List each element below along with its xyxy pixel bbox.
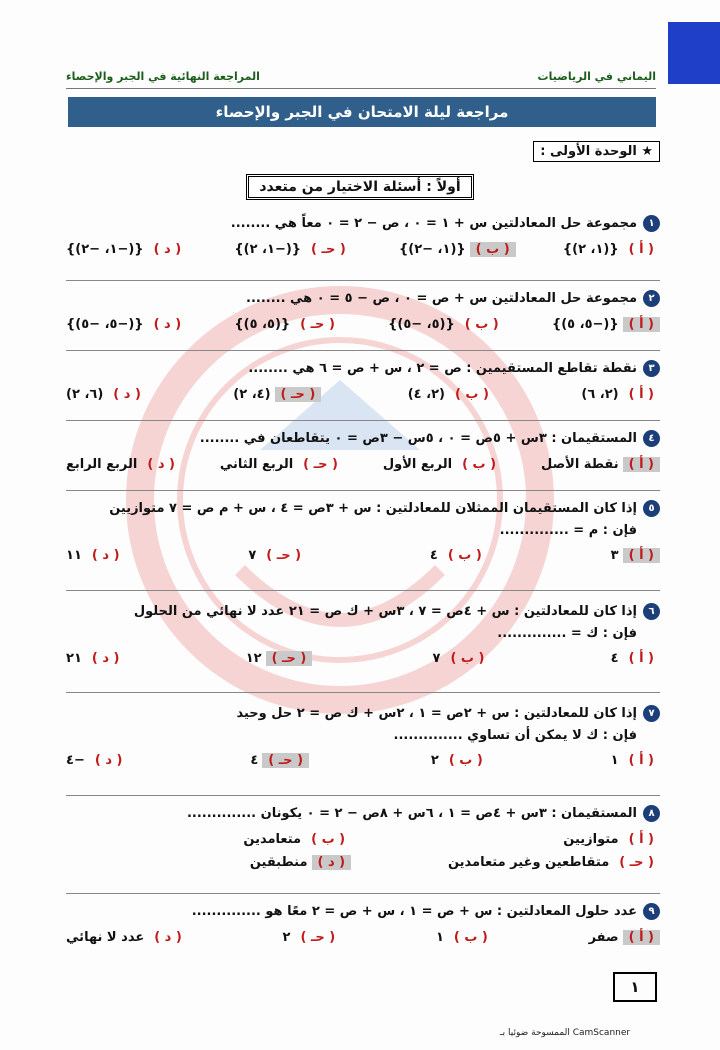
answer-option[interactable] xyxy=(66,855,351,870)
option-letter: ( ب ) xyxy=(453,930,488,945)
option-letter: ( أ ) xyxy=(623,457,660,472)
question-stem xyxy=(66,705,660,722)
question-stem xyxy=(66,805,660,822)
option-value: (٢، ٦) xyxy=(581,387,619,402)
question-text: المستقيمان : ٣س + ٥ص = ٠ ، ٥س − ٣ص = ٠ يتقاطعان في ........ xyxy=(199,431,637,446)
option-value: ٤ xyxy=(250,753,259,768)
options-row xyxy=(66,457,660,472)
question-line2: فإن : ك = .............. xyxy=(497,626,637,641)
options-row xyxy=(66,651,660,666)
question-stem xyxy=(66,430,660,447)
option-letter: ( د ) xyxy=(312,855,352,870)
option-value: نقطة الأصل xyxy=(540,457,619,472)
question-text: إذا كان للمعادلتين : س + ٤ص = ٧ ، ٣س + ك ص = ٢١ عدد لا نهائي من الحلول xyxy=(133,604,637,619)
option-value: −٤ xyxy=(66,753,85,768)
option-value: ١ xyxy=(610,753,619,768)
options-row xyxy=(66,548,660,563)
corner-tab xyxy=(668,22,720,84)
answer-option[interactable] xyxy=(66,242,187,257)
answer-option[interactable] xyxy=(563,242,660,257)
question-divider xyxy=(66,795,660,796)
question-number: ٣ xyxy=(643,360,660,377)
option-letter: ( أ ) xyxy=(628,387,654,402)
question-stem xyxy=(66,360,660,377)
option-letter: ( أ ) xyxy=(623,548,660,563)
option-letter: ( د ) xyxy=(91,548,120,563)
question-line2: فإن : ك لا يمكن أن تساوي .............. xyxy=(393,728,637,743)
page-header xyxy=(66,70,656,88)
option-value: {(٥، ٥)} xyxy=(234,317,291,332)
options-row xyxy=(66,387,660,402)
option-value: ١٢ xyxy=(245,651,262,666)
question xyxy=(66,215,660,257)
question-stem xyxy=(66,215,660,232)
question xyxy=(66,603,660,666)
question-stem xyxy=(66,500,660,517)
option-letter: ( حـ ) xyxy=(619,855,654,870)
question-stem xyxy=(66,290,660,307)
option-value: ٢ xyxy=(282,930,291,945)
option-value: الربع الرابع xyxy=(66,457,138,472)
option-value: متعامدين xyxy=(243,832,302,847)
question xyxy=(66,290,660,332)
question-number: ٦ xyxy=(643,603,660,620)
question-number: ٩ xyxy=(643,903,660,920)
answer-option[interactable] xyxy=(408,387,495,402)
answer-option[interactable] xyxy=(234,242,351,257)
answer-option[interactable] xyxy=(611,753,660,768)
question xyxy=(66,903,660,945)
answer-option[interactable] xyxy=(66,457,181,472)
answer-option[interactable] xyxy=(375,832,660,847)
question-text: عدد حلول المعادلتين : س + ص = ١ ، س + ص = ٢ معًا هو .............. xyxy=(191,904,637,919)
option-letter: ( حـ ) xyxy=(266,651,313,666)
option-value: متقاطعين وغير متعامدين xyxy=(447,855,610,870)
option-letter: ( د ) xyxy=(94,753,123,768)
option-value: منطبقين xyxy=(249,855,308,870)
option-letter: ( د ) xyxy=(113,387,141,402)
question-number: ٨ xyxy=(643,805,660,822)
option-letter: ( د ) xyxy=(153,242,182,257)
answer-option[interactable] xyxy=(375,855,660,870)
answer-option[interactable] xyxy=(233,387,321,402)
option-letter: ( أ ) xyxy=(628,242,654,257)
options-row xyxy=(66,753,660,768)
option-letter: ( أ ) xyxy=(623,317,660,332)
answer-option[interactable] xyxy=(66,651,125,666)
question-divider xyxy=(66,590,660,591)
option-value: ١١ xyxy=(66,548,82,563)
option-value: ٧ xyxy=(248,548,257,563)
answer-option[interactable] xyxy=(431,753,489,768)
question-number: ١ xyxy=(643,215,660,232)
answer-option[interactable] xyxy=(246,651,313,666)
option-letter: ( ب ) xyxy=(462,457,497,472)
question-divider xyxy=(66,490,660,491)
title-banner: مراجعة ليلة الامتحان في الجبر والإحصاء xyxy=(68,97,656,127)
option-letter: ( د ) xyxy=(154,930,182,945)
option-letter: ( ب ) xyxy=(450,651,485,666)
question-divider xyxy=(66,350,660,351)
option-value: ٢ xyxy=(430,753,439,768)
answer-option[interactable] xyxy=(283,930,342,945)
option-value: {(−١، ٢)} xyxy=(234,242,302,257)
option-letter: ( أ ) xyxy=(623,930,660,945)
answer-option[interactable] xyxy=(541,457,660,472)
options-row xyxy=(66,930,660,945)
answer-option[interactable] xyxy=(552,317,660,332)
answer-option[interactable] xyxy=(66,832,351,847)
question-stem xyxy=(66,903,660,920)
option-value: الربع الأول xyxy=(382,457,453,472)
option-letter: ( أ ) xyxy=(628,753,654,768)
answer-option[interactable] xyxy=(581,387,660,402)
option-letter: ( د ) xyxy=(147,457,175,472)
option-letter: ( ب ) xyxy=(470,242,516,257)
option-value: {(−٥، −٥)} xyxy=(66,317,144,332)
option-value: الربع الثاني xyxy=(219,457,294,472)
answer-option[interactable] xyxy=(589,930,660,945)
question xyxy=(66,500,660,563)
question xyxy=(66,805,660,878)
answer-option[interactable] xyxy=(399,242,516,257)
question-text: إذا كان المستقيمان الممثلان للمعادلتين : س + ٣ص = ٤ ، س + م ص = ٧ متوازيين xyxy=(109,501,637,516)
page-number: ١ xyxy=(613,972,657,1002)
option-letter: ( أ ) xyxy=(628,832,654,847)
option-letter: ( حـ ) xyxy=(300,317,335,332)
option-value: (٤، ٢) xyxy=(233,387,271,402)
question-text: مجموعة حل المعادلتين س + ص = ٠ ، ص − ٥ = ٠ هي ........ xyxy=(246,291,637,306)
option-value: عدد لا نهائي xyxy=(66,930,145,945)
option-letter: ( حـ ) xyxy=(262,753,309,768)
question-text: إذا كان للمعادلتين : س + ٢ص = ١ ، ٢س + ك ص = ٢ حل وحيد xyxy=(236,706,637,721)
option-letter: ( ب ) xyxy=(447,548,482,563)
unit-label: ★ الوحدة الأولى : xyxy=(533,141,660,162)
answer-option[interactable] xyxy=(250,753,309,768)
option-letter: ( أ ) xyxy=(628,651,654,666)
question-divider xyxy=(66,280,660,281)
option-value: {(٥، −٥)} xyxy=(388,317,455,332)
question-stem xyxy=(66,603,660,620)
option-value: ٤ xyxy=(610,651,619,666)
question-text: مجموعة حل المعادلتين س + ١ = ٠ ، ص − ٢ = ٠ معاً هي ........ xyxy=(230,216,637,231)
options-row xyxy=(66,832,660,878)
option-value: (٢، ٤) xyxy=(407,387,445,402)
options-row xyxy=(66,242,660,257)
answer-option[interactable] xyxy=(248,548,307,563)
answer-option[interactable] xyxy=(66,930,188,945)
header-left: المراجعة النهائية في الجبر والإحصاء xyxy=(66,70,260,83)
question-number: ٤ xyxy=(643,430,660,447)
question-divider xyxy=(66,893,660,894)
option-letter: ( ب ) xyxy=(448,753,483,768)
answer-option[interactable] xyxy=(430,548,488,563)
answer-option[interactable] xyxy=(66,387,147,402)
header-divider xyxy=(66,88,656,89)
option-value: ٤ xyxy=(429,548,438,563)
scanner-footer: الممسوحة ضوئيا بـ CamScanner xyxy=(500,1028,631,1038)
option-value: {(١، ٢)} xyxy=(562,242,619,257)
question-divider xyxy=(66,692,660,693)
option-value: {(−٥، ٥)} xyxy=(551,317,619,332)
answer-option[interactable] xyxy=(66,317,187,332)
option-letter: ( د ) xyxy=(153,317,182,332)
header-right: اليماني في الرياضيات xyxy=(537,70,656,83)
option-value: ١ xyxy=(435,930,444,945)
option-value: صفر xyxy=(588,930,619,945)
question xyxy=(66,360,660,402)
question-number: ٥ xyxy=(643,500,660,517)
question-text: نقطة تقاطع المستقيمين : ص = ٢ ، س + ص = ٦ هي ........ xyxy=(248,361,637,376)
answer-option[interactable] xyxy=(66,548,125,563)
answer-option[interactable] xyxy=(388,317,505,332)
answer-option[interactable] xyxy=(611,651,660,666)
option-letter: ( ب ) xyxy=(311,832,346,847)
answer-option[interactable] xyxy=(66,753,128,768)
option-value: {(−١، −٢)} xyxy=(66,242,144,257)
answer-option[interactable] xyxy=(436,930,494,945)
question-text: المستقيمان : ٣س + ٤ص = ١ ، ٦س + ٨ص − ٢ = ٠ يكونان .............. xyxy=(186,806,637,821)
question xyxy=(66,705,660,768)
option-letter: ( حـ ) xyxy=(275,387,322,402)
question-line2: فإن : م = .............. xyxy=(499,523,637,538)
answer-option[interactable] xyxy=(220,457,344,472)
question-divider xyxy=(66,420,660,421)
section-heading: أولاً : أسئلة الاختيار من متعدد xyxy=(0,174,720,200)
question-number: ٧ xyxy=(643,705,660,722)
option-value: (٦، ٢) xyxy=(66,387,104,402)
option-letter: ( حـ ) xyxy=(266,548,302,563)
option-value: ٣ xyxy=(610,548,619,563)
option-value: ٢١ xyxy=(66,651,82,666)
option-letter: ( د ) xyxy=(91,651,120,666)
option-value: متوازيين xyxy=(563,832,619,847)
answer-option[interactable] xyxy=(383,457,502,472)
question xyxy=(66,430,660,472)
option-value: ٧ xyxy=(432,651,441,666)
answer-option[interactable] xyxy=(234,317,341,332)
answer-option[interactable] xyxy=(611,548,660,563)
option-letter: ( ب ) xyxy=(454,387,489,402)
option-letter: ( حـ ) xyxy=(303,457,338,472)
options-row xyxy=(66,317,660,332)
option-value: {(١، −٢)} xyxy=(399,242,466,257)
option-letter: ( حـ ) xyxy=(300,930,336,945)
question-number: ٢ xyxy=(643,290,660,307)
option-letter: ( حـ ) xyxy=(311,242,346,257)
option-letter: ( ب ) xyxy=(464,317,499,332)
answer-option[interactable] xyxy=(433,651,491,666)
